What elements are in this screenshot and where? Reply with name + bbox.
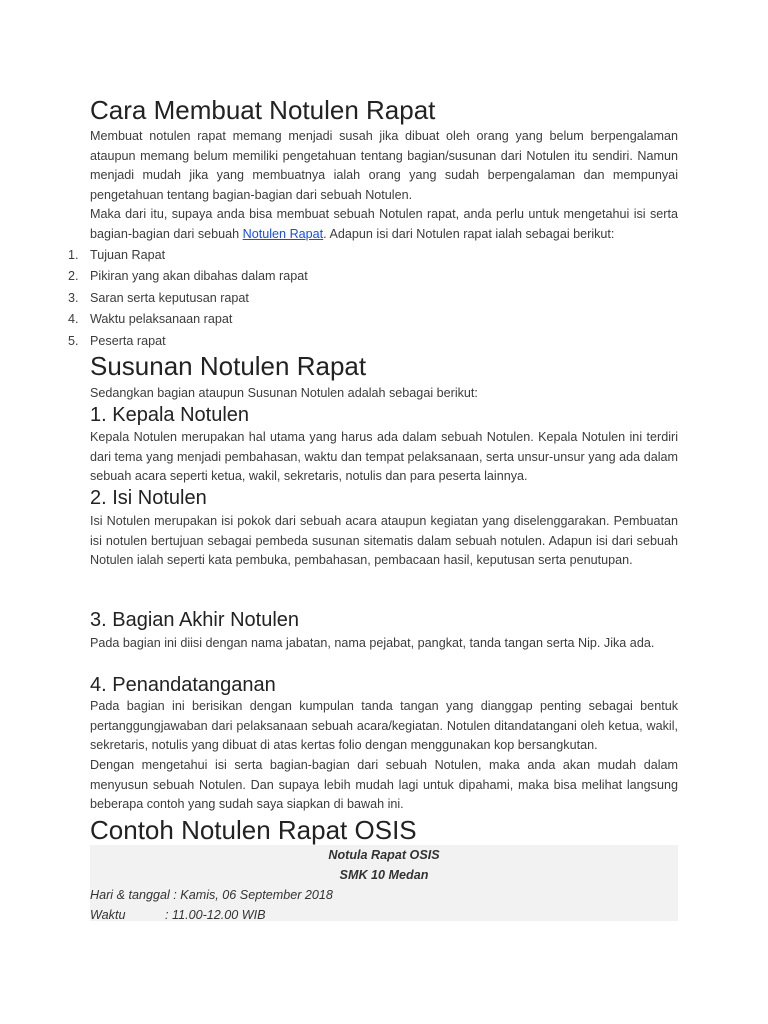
section-penandatanganan-title: 4. Penandatanganan: [90, 674, 276, 696]
date-line: Hari & tanggal : Kamis, 06 September 2018: [90, 888, 333, 902]
list-item: [0, 266, 400, 287]
section-kepala-notulen-title: 1. Kepala Notulen: [90, 404, 250, 426]
page-title: Cara Membuat Notulen Rapat: [90, 95, 436, 125]
intro-paragraph-1: Membuat notulen rapat memang menjadi susah jika dibuat oleh orang yang belum berpengalaman ataupun memang belum memiliki pengetahuan tentang bagian/susunan dari Notulen itu sendiri. Namun menjadi mudah jika yang membuatnya ialah orang yang sudah berpengalaman dan mempunyai pengetahuan tentang bagian-bagian dari sebuah Notulen.: [90, 129, 678, 202]
closing-paragraph: Dengan mengetahui isi serta bagian-bagian dari sebuah Notulen, maka anda akan mudah dalam menyusun sebuah Notulen. Dan supaya lebih mudah lagi untuk dipahami, maka bisa melihat langsung beberapa contoh yang sudah saya siapkan di bawah ini.: [90, 758, 678, 812]
time-label: Waktu: [90, 908, 126, 922]
list-number: 4.: [68, 312, 79, 327]
section-bagian-akhir-title: 3. Bagian Akhir Notulen: [90, 609, 300, 631]
list-text: Tujuan Rapat: [90, 248, 166, 262]
section-isi-notulen-title: 2. Isi Notulen: [90, 487, 207, 509]
intro-text-before: Maka dari itu, supaya anda bisa membuat sebuah Notulen rapat, anda perlu untuk mengetahui isi serta bagian-bagian dari sebuah: [90, 207, 678, 241]
susunan-intro: Sedangkan bagian ataupun Susunan Notulen adalah sebagai berikut:: [90, 386, 478, 400]
list-number: 2.: [68, 269, 79, 284]
list-item: [0, 245, 400, 266]
section-isi-notulen-text: Isi Notulen merupakan isi pokok dari sebuah acara ataupun kegiatan yang diselenggarakan. Pembuatan isi notulen bertujuan sebagai pembeda susunan sitematis dalam sebuah notulen. Adapun isi dari sebuah Notulen ialah seperti kata pembuka, pembahasan, pembacaan hasil, keputusan serta penutupan.: [90, 514, 678, 568]
notulen-rapat-link[interactable]: Notulen Rapat: [242, 226, 324, 241]
list-number: 5.: [68, 333, 79, 348]
school-name: SMK 10 Medan: [339, 868, 429, 882]
susunan-title: Susunan Notulen Rapat: [90, 351, 367, 381]
time-value: : 11.00-12.00 WIB: [165, 908, 266, 922]
contoh-title: Contoh Notulen Rapat OSIS: [90, 815, 417, 845]
isi-notulen-list: [0, 245, 400, 352]
list-text: Waktu pelaksanaan rapat: [90, 312, 233, 327]
list-number: 3.: [68, 290, 79, 305]
list-number: 1.: [68, 248, 79, 262]
intro-text-after: . Adapun isi dari Notulen rapat ialah sebagai berikut:: [323, 226, 615, 241]
list-item: [0, 288, 400, 309]
intro-paragraph-2: [90, 205, 678, 244]
list-text: Peserta rapat: [90, 333, 166, 348]
section-penandatanganan-text: Pada bagian ini berisikan dengan kumpulan tanda tangan yang dianggap penting sebagai bentuk pertanggungjawaban dari pelaksanaan sebuah acara/kegiatan. Notulen ditandatangani oleh ketua, wakil, sekretaris, notulis yang dibuat di atas kertas folio dengan menggunakan kop bersangkutan.: [90, 699, 678, 753]
list-text: Saran serta keputusan rapat: [90, 290, 249, 305]
time-line: [90, 905, 678, 925]
list-item: [0, 331, 400, 352]
section-bagian-akhir-text: Pada bagian ini diisi dengan nama jabatan, nama pejabat, pangkat, tanda tangan serta Nip. Jika ada.: [90, 636, 655, 650]
notula-example-box: [90, 845, 678, 921]
list-item: [0, 309, 400, 330]
notula-heading: Notula Rapat OSIS: [328, 848, 440, 862]
section-kepala-notulen-text: Kepala Notulen merupakan hal utama yang harus ada dalam sebuah Notulen. Kepala Notulen ini terdiri dari tema yang menjadi pembahasan, waktu dan tempat pelaksanaan, serta unsur-unsur yang ada dalam sebuah acara seperti ketua, wakil, sekretaris, notulis dan para peserta lainnya.: [90, 430, 678, 484]
list-text: Pikiran yang akan dibahas dalam rapat: [90, 269, 308, 284]
